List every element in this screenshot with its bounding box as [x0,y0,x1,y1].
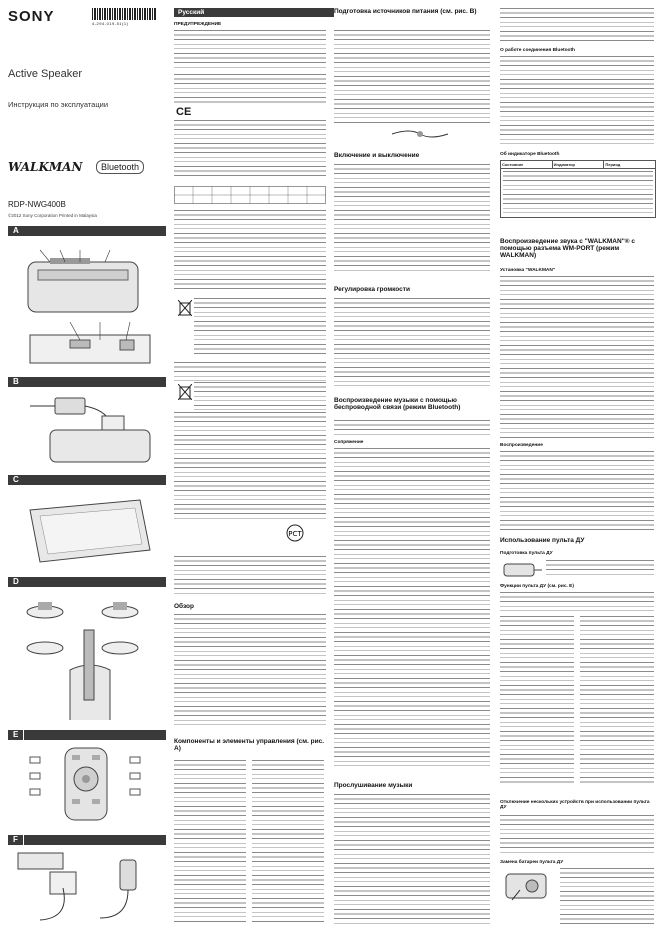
svg-text:PCT: PCT [288,530,302,538]
func-intro [500,592,654,612]
volume-heading: Регулировка громкости [334,286,410,293]
parts-heading: Компоненты и элементы управления (см. рис. A) [174,738,325,752]
overview-text [174,614,326,729]
ce-icon: CE [176,106,192,118]
volume-text [334,298,490,390]
figure-a-speaker-drawing [10,240,165,370]
pairing-text [334,448,490,768]
overview-heading: Обзор [174,603,194,610]
parts-list-left [174,760,246,925]
onoff-text [334,164,490,274]
install-text [500,276,654,438]
remote-tab-drawing [502,560,542,580]
remote-heading: Использование пульта ДУ [500,537,585,544]
battery-text [560,868,654,924]
regulatory-text [174,210,326,290]
walkman-logo: WALKMAN [8,160,83,174]
safety-text [174,412,326,522]
figure-d-dock-drawing [10,590,165,725]
figure-c-bar [24,475,166,485]
indicator-table [500,160,656,218]
figure-f-connection-drawing [10,848,165,926]
figure-d-bar [24,577,166,587]
figure-b-power-drawing [10,390,165,470]
language-header: Русский [174,8,334,17]
connect-bt-heading: О работе соединения Bluetooth [500,48,575,53]
figure-e-bar [24,730,166,740]
battery-heading: Замена батареи пульта ДУ [500,860,564,865]
indicator-table-rows [503,171,653,215]
th-state: Состояние [502,162,524,167]
figure-a-label: A [8,226,24,236]
th-period: Период [603,161,655,168]
disposal-text [194,298,326,358]
connect-bt-text [500,56,654,148]
func-list-left [500,616,574,786]
parts-list-right [252,760,324,925]
figure-e-remote-drawing [10,743,165,823]
figure-b-label: B [8,377,24,387]
play-text [500,451,654,533]
recycle-bin-icon [178,300,192,316]
listen-heading: Прослушивание музыки [334,782,413,789]
bt-play-heading: Воспроизведение музыки с помощью беспроводной связи (режим Bluetooth) [334,397,461,411]
bt-play-text [334,420,490,436]
battery-bin-icon [178,384,192,400]
walkman-heading: Воспроизведение звука с "WALKMAN"® с помощью разъема WM-PORT (режим WALKMAN) [500,238,635,259]
figure-f-bar [24,835,166,845]
play-heading: Воспроизведение [500,443,543,448]
prepare-text [546,560,654,578]
power-plug-drawing [390,126,450,142]
model-number: RDP-NWG400B [8,200,66,209]
figure-b-bar [24,377,166,387]
eac-icon [286,524,304,542]
battery-drawing [502,870,556,904]
onoff-heading: Включение и выключение [334,152,420,159]
power-heading: Подготовка источников питания (см. рис. B) [334,8,477,15]
pairing-heading: Сопряжение [334,440,364,445]
compliance-text [174,120,326,180]
listen-text [334,794,490,924]
bluetooth-logo: Bluetooth [96,160,144,174]
barcode-number: 4-294-019-51(1) [92,21,129,26]
prepare-heading: Подготовка пульта ДУ [500,551,553,556]
battery-disposal-text [194,382,326,410]
power-text [334,30,490,124]
figure-d-label: D [8,577,24,587]
warning-text-2 [174,74,326,104]
th-indicator: Индикатор [552,161,604,168]
manual-subtitle: Инструкция по эксплуатации [8,100,109,109]
brand-logo: SONY [8,8,55,25]
figure-e-label: E [8,730,23,740]
func-heading: Функции пульта ДУ (см. рис. E) [500,584,574,589]
figure-f-label: F [8,835,23,845]
remote-bt-heading: Отключение нескольких устройств при использовании пульта ДУ [500,800,650,810]
warning-heading: ПРЕДУПРЕЖДЕНИЕ [174,22,222,27]
install-heading: Установка "WALKMAN" [500,268,556,273]
figure-c-label: C [8,475,24,485]
indicator-heading: Об индикаторе Bluetooth [500,152,560,157]
func-list-right [580,616,654,786]
figure-a-bar [24,226,166,236]
manufacturer-text [174,556,326,596]
warning-text [174,30,326,70]
figure-c-speaker-drawing [10,490,165,570]
copyright: ©2012 Sony Corporation Printed in Malaysia [8,213,97,218]
frequency-table [174,186,326,204]
disposal-text-2 [174,362,326,382]
barcode [92,8,156,20]
remote-bt-text [500,815,654,855]
product-title: Active Speaker [8,68,82,80]
bt-notes-text [500,8,654,44]
